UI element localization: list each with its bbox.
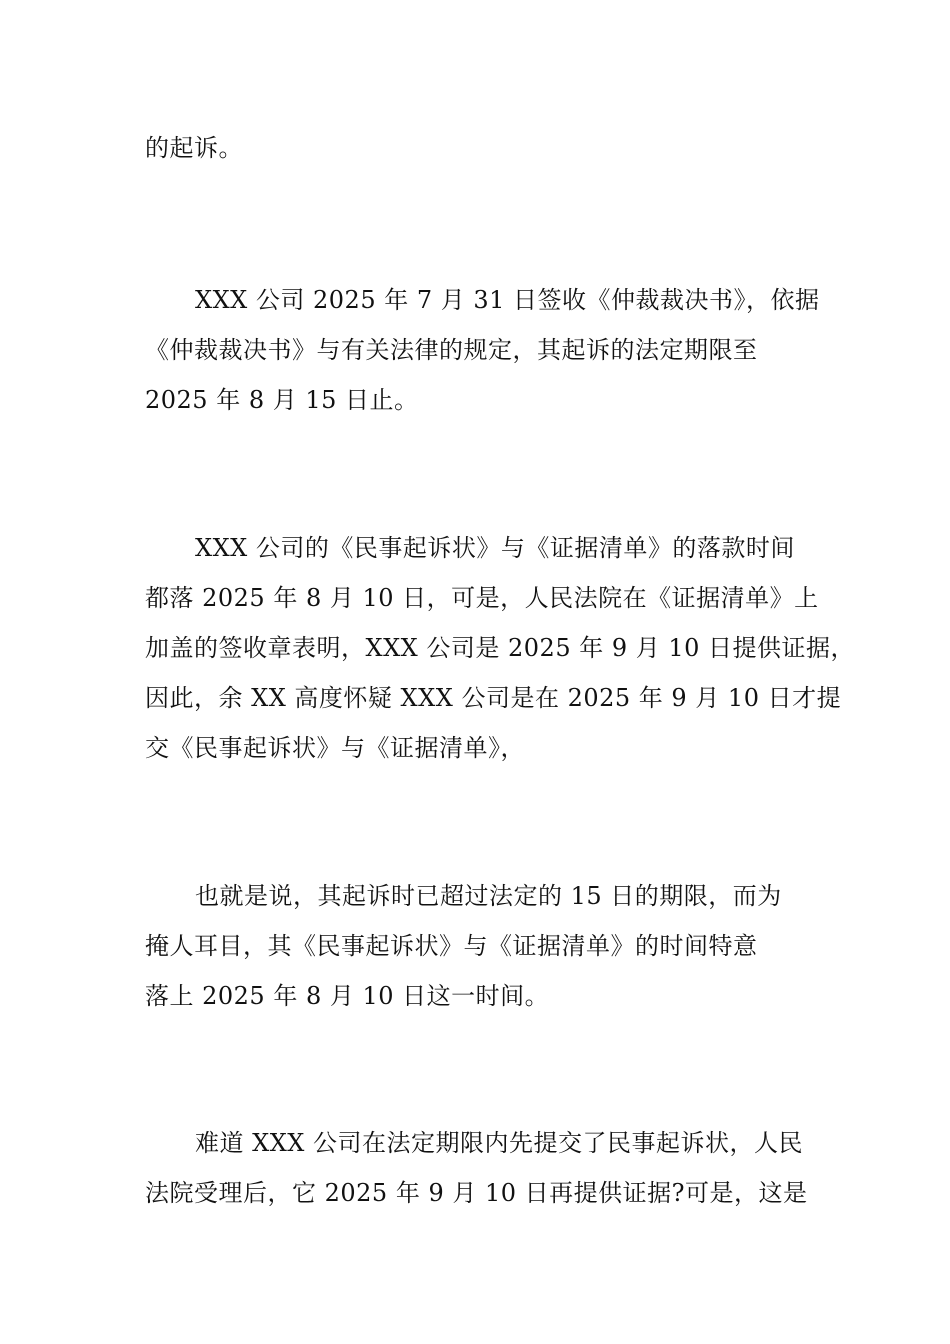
text-line: 落上 2025 年 8 月 10 日这一时间。: [145, 982, 550, 1010]
text-line: 也就是说，其起诉时已超过法定的 15 日的期限，而为: [195, 882, 782, 910]
text-line: 2025 年 8 月 15 日止。: [145, 386, 419, 414]
text-line: 的起诉。: [145, 134, 243, 162]
text-line: 加盖的签收章表明，XXX 公司是 2025 年 9 月 10 日提供证据，: [145, 634, 856, 662]
text-line: 法院受理后，它 2025 年 9 月 10 日再提供证据?可是，这是: [145, 1179, 808, 1207]
text-line: 因此，余 XX 高度怀疑 XXX 公司是在 2025 年 9 月 10 日才提: [145, 684, 842, 712]
text-line: 难道 XXX 公司在法定期限内先提交了民事起诉状，人民: [195, 1129, 804, 1157]
text-line: 掩人耳目，其《民事起诉状》与《证据清单》的时间特意: [145, 932, 758, 960]
text-line: XXX 公司的《民事起诉状》与《证据清单》的落款时间: [195, 534, 795, 562]
text-line: 都落 2025 年 8 月 10 日，可是，人民法院在《证据清单》上: [145, 584, 819, 612]
text-line: 《仲裁裁决书》与有关法律的规定，其起诉的法定期限至: [145, 336, 758, 364]
text-line: XXX 公司 2025 年 7 月 31 日签收《仲裁裁决书》，依据: [195, 286, 820, 314]
text-line: 交《民事起诉状》与《证据清单》，: [145, 734, 525, 762]
